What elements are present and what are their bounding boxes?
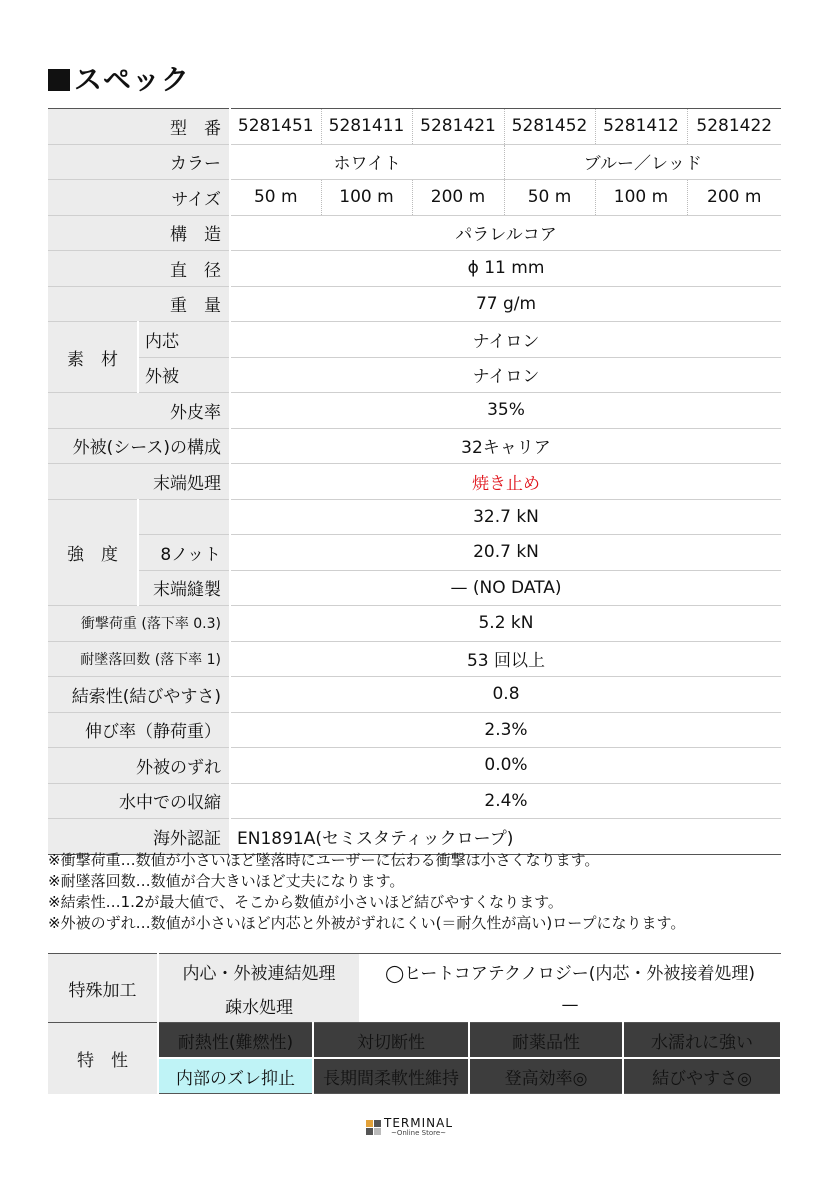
color-cell: ホワイト bbox=[230, 144, 504, 180]
sheath-composition-value: 32キャリア bbox=[230, 428, 781, 464]
knot-value: 20.7 kN bbox=[230, 535, 781, 571]
falls-label: 耐墜落回数 (落下率 1) bbox=[48, 641, 230, 677]
shrinkage-label: 水中での収縮 bbox=[48, 783, 230, 819]
feature-badge: 登高効率◎ bbox=[469, 1058, 623, 1094]
square-icon bbox=[48, 69, 70, 91]
slippage-label: 外被のずれ bbox=[48, 748, 230, 784]
slippage-value: 0.0% bbox=[230, 748, 781, 784]
model-cell: 5281411 bbox=[321, 109, 412, 145]
table-row bbox=[48, 712, 781, 748]
table-row bbox=[48, 570, 781, 606]
feature-badge: 結びやすさ◎ bbox=[623, 1058, 781, 1094]
table-row bbox=[48, 606, 781, 642]
model-cell: 5281421 bbox=[412, 109, 504, 145]
table-row bbox=[48, 464, 781, 500]
feature-badge: 長期間柔軟性維持 bbox=[313, 1058, 469, 1094]
table-row bbox=[48, 428, 781, 464]
knot-label: 8ノット bbox=[138, 535, 230, 571]
table-row bbox=[48, 954, 781, 989]
logo bbox=[366, 1117, 453, 1137]
sheath-value: ナイロン bbox=[230, 357, 781, 393]
material-label: 素 材 bbox=[48, 322, 138, 393]
model-cell: 5281452 bbox=[504, 109, 595, 145]
elongation-value: 2.3% bbox=[230, 712, 781, 748]
size-cell: 50 m bbox=[230, 180, 321, 216]
table-row bbox=[48, 677, 781, 713]
table-row bbox=[48, 251, 781, 287]
table-row bbox=[48, 322, 781, 358]
special-label: 特殊加工 bbox=[48, 954, 158, 1023]
sheath-label: 外被 bbox=[138, 357, 230, 393]
impact-value: 5.2 kN bbox=[230, 606, 781, 642]
table-row bbox=[48, 180, 781, 216]
logo-text bbox=[384, 1117, 453, 1137]
logo-mark-icon bbox=[366, 1120, 381, 1135]
size-cell: 100 m bbox=[321, 180, 412, 216]
core-value: ナイロン bbox=[230, 322, 781, 358]
end-label: 末端処理 bbox=[48, 464, 230, 500]
size-cell: 200 m bbox=[687, 180, 781, 216]
logo-tagline: ~Online Store~ bbox=[390, 1129, 447, 1137]
falls-value: 53 回以上 bbox=[230, 641, 781, 677]
table-row bbox=[48, 783, 781, 819]
feature-badge: 対切断性 bbox=[313, 1023, 469, 1059]
spec-table bbox=[48, 108, 781, 855]
table-row bbox=[48, 393, 781, 429]
knotability-label: 結索性(結びやすさ) bbox=[48, 677, 230, 713]
feature-badge: 耐薬品性 bbox=[469, 1023, 623, 1059]
strength-label: 強 度 bbox=[48, 499, 138, 606]
feature-badge: 内部のズレ抑止 bbox=[158, 1058, 313, 1094]
knotability-value: 0.8 bbox=[230, 677, 781, 713]
water-value: — bbox=[561, 995, 579, 1015]
model-label: 型 番 bbox=[48, 109, 230, 145]
table-row bbox=[48, 1058, 781, 1094]
sewn-label: 末端縫製 bbox=[138, 570, 230, 606]
model-cell: 5281451 bbox=[230, 109, 321, 145]
note-line: ※衝撃荷重…数値が小さいほど墜落時にユーザーに伝わる衝撃は小さくなります。 bbox=[48, 851, 600, 869]
cert-label: 海外認証 bbox=[48, 819, 230, 855]
bond-value: ◯ヒートコアテクノロジー(内芯・外被接着処理) bbox=[359, 954, 781, 989]
impact-label: 衝撃荷重 (落下率 0.3) bbox=[48, 606, 230, 642]
note-line: ※耐墜落回数…数値が合大きいほど丈夫になります。 bbox=[48, 872, 405, 890]
structure-value: パラレルコア bbox=[230, 215, 781, 251]
table-row bbox=[48, 748, 781, 784]
feature-badge: 耐熱性(難燃性) bbox=[158, 1023, 313, 1059]
strength-plain-value: 32.7 kN bbox=[230, 499, 781, 535]
water-label: 疎水処理 bbox=[158, 988, 359, 1023]
feature-badge: 水濡れに強い bbox=[623, 1023, 781, 1059]
sheath-composition-label: 外被(シース)の構成 bbox=[48, 428, 230, 464]
size-label: サイズ bbox=[48, 180, 230, 216]
diameter-value: ϕ 11 mm bbox=[230, 251, 781, 287]
table-row bbox=[48, 988, 781, 1023]
table-row bbox=[48, 819, 781, 855]
logo-name: TERMINAL bbox=[384, 1116, 454, 1130]
shrinkage-value: 2.4% bbox=[230, 783, 781, 819]
bond-label: 内心・外被連結処理 bbox=[158, 954, 359, 989]
end-value: 焼き止め bbox=[230, 464, 781, 500]
sheath-ratio-label: 外皮率 bbox=[48, 393, 230, 429]
sheath-ratio-value: 35% bbox=[230, 393, 781, 429]
page-title bbox=[48, 58, 190, 98]
strength-plain-label bbox=[138, 499, 230, 535]
table-row bbox=[48, 499, 781, 535]
size-cell: 100 m bbox=[595, 180, 687, 216]
notes bbox=[48, 850, 685, 934]
special-table bbox=[48, 953, 782, 1094]
size-cell: 200 m bbox=[412, 180, 504, 216]
table-row bbox=[48, 1023, 781, 1059]
elongation-label: 伸び率（静荷重） bbox=[48, 712, 230, 748]
size-cell: 50 m bbox=[504, 180, 595, 216]
color-cell: ブルー／レッド bbox=[504, 144, 781, 180]
cert-value: EN1891A(セミスタティックロープ) bbox=[230, 819, 781, 855]
table-row bbox=[48, 286, 781, 322]
table-row bbox=[48, 144, 781, 180]
page-title-text: スペック bbox=[74, 63, 191, 96]
weight-label: 重 量 bbox=[48, 286, 230, 322]
weight-value: 77 g/m bbox=[230, 286, 781, 322]
diameter-label: 直 径 bbox=[48, 251, 230, 287]
color-label: カラー bbox=[48, 144, 230, 180]
table-row bbox=[48, 535, 781, 571]
table-row bbox=[48, 215, 781, 251]
model-cell: 5281412 bbox=[595, 109, 687, 145]
model-cell: 5281422 bbox=[687, 109, 781, 145]
table-row bbox=[48, 641, 781, 677]
sewn-value: — (NO DATA) bbox=[230, 570, 781, 606]
table-row bbox=[48, 109, 781, 145]
features-label: 特 性 bbox=[48, 1023, 158, 1094]
table-row bbox=[48, 357, 781, 393]
note-line: ※外被のずれ…数値が小さいほど内芯と外被がずれにくい(＝耐久性が高い)ロープになります。 bbox=[48, 914, 686, 932]
core-label: 内芯 bbox=[138, 322, 230, 358]
note-line: ※結索性…1.2が最大値で、そこから数値が小さいほど結びやすくなります。 bbox=[48, 893, 563, 911]
structure-label: 構 造 bbox=[48, 215, 230, 251]
